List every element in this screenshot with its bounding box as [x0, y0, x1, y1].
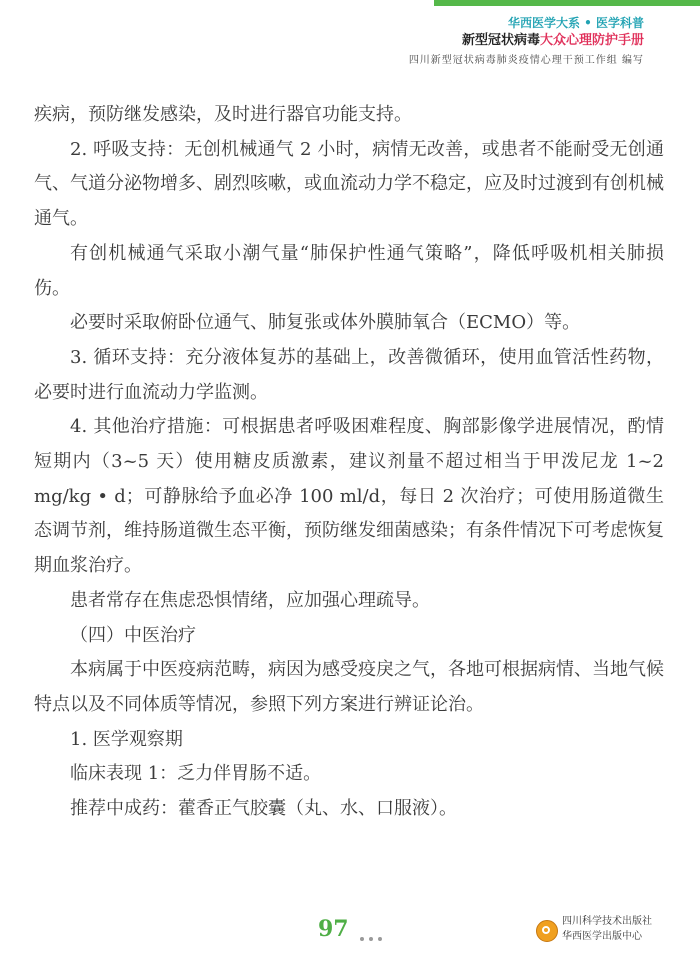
- publisher-name-2: 华西医学出版中心: [562, 931, 642, 942]
- paragraph-prone-ventilation: 必要时采取俯卧位通气、肺复张或体外膜肺氧合（ECMO）等。: [70, 312, 581, 334]
- section-heading-tcm: （四）中医治疗: [70, 624, 196, 646]
- paragraph-circulatory-support: 3. 循环支持：充分液体复苏的基础上，改善微循环，使用血管活性药物，必要时进行血流动力学监测。: [34, 346, 664, 403]
- paragraph-invasive-ventilation: 有创机械通气采取小潮气量“肺保护性通气策略”，降低呼吸机相关肺损伤。: [34, 242, 664, 299]
- body-text: [34, 98, 664, 827]
- paragraph-psychological: 患者常存在焦虑恐惧情绪，应加强心理疏导。: [70, 589, 430, 611]
- series-title: 华西医学大系 • 医学科普: [507, 16, 644, 30]
- paragraph-respiratory-support: 2. 呼吸支持：无创机械通气 2 小时，病情无改善，或患者不能耐受无创通气、气道分泌物增多、剧烈咳嗽，或血流动力学不稳定，应及时过渡到有创机械通气。: [34, 138, 664, 230]
- editor-credit: 四川新型冠状病毒肺炎疫情心理干预工作组 编写: [408, 55, 644, 66]
- publisher-names: [562, 914, 652, 944]
- header-color-bar: [0, 0, 700, 6]
- publisher-name-1: 四川科学技术出版社: [562, 916, 652, 927]
- book-title-prefix: 新型冠状病毒: [461, 33, 540, 48]
- paragraph-other-treatments: 4. 其他治疗措施：可根据患者呼吸困难程度、胸部影像学进展情况，酌情短期内（3~5 天）使用糖皮质激素，建议剂量不超过相当于甲泼尼龙 1~2 mg/kg • d；可静脉给予血必净 100 ml/d，每日 2 次治疗；可使用肠道微生态调节剂，维持肠道微生态平衡，预防继发细菌感染；有条件情况下可考虑恢复期血浆治疗。: [34, 416, 664, 577]
- paragraph-tcm-intro: 本病属于中医疫病范畴，病因为感受疫戾之气，各地可根据病情、当地气候特点以及不同体质等情况，参照下列方案进行辨证论治。: [34, 659, 664, 715]
- book-title: [409, 32, 644, 50]
- running-header: [409, 14, 644, 70]
- page-footer: [0, 912, 700, 952]
- page-dots-icon: [360, 926, 387, 945]
- publisher-logo-icon: [536, 920, 558, 942]
- paragraph-continuation: 疾病，预防继发感染，及时进行器官功能支持。: [34, 104, 412, 125]
- book-title-accent: 大众心理防护手册: [539, 33, 644, 48]
- page-number: 97: [318, 916, 349, 942]
- subheading-observation-period: 1. 医学观察期: [70, 728, 183, 750]
- paragraph-recommended-medicine: 推荐中成药：藿香正气胶囊（丸、水、口服液）。: [70, 798, 457, 820]
- paragraph-clinical-manifestation: 临床表现 1：乏力伴胃肠不适。: [70, 763, 322, 785]
